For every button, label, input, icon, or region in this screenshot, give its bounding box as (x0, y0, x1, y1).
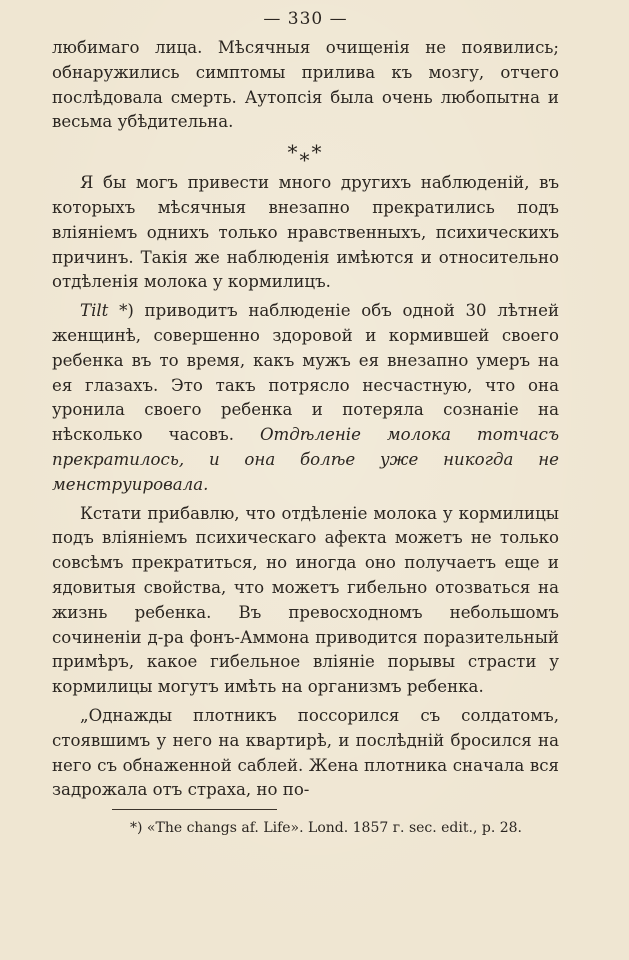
paragraph-milk-secretion: Кстати прибавлю, что отдѣленіе молока у кормилицы подъ вліяніемъ психическаго афекта можетъ не только совсѣмъ прекратиться, но иногда оно получаетъ еще и ядовитыя свойства, что можетъ гибельно отозваться на жизнь ребенка. Въ превосходномъ небольшомъ сочиненіи д-ра фонъ-Аммона приводится поразительный примѣръ, какое гибельное вліяніе порывы страсти у кормилицы могутъ имѣть на организмъ ребенка. (52, 503, 559, 697)
asterisk-middle: * (299, 148, 312, 173)
author-name: Tilt (80, 301, 109, 321)
paragraph-tilt-text: приводитъ наблюденіе объ одной 30 лѣтней женщинѣ, совершенно здоровой и кормившей своего ребенка въ то время, какъ мужъ ея внезапно умеръ на ея глазахъ. Это такъ потрясло несчастную, что она уронила своего ребенка и потеряла сознаніе на нѣсколько часовъ. (52, 301, 559, 445)
section-separator (52, 140, 559, 173)
paragraph-continuation: любимаго лица. Мѣсячныя очищенія не появились; обнаружились симптомы прилива къ мозгу, отчего послѣдовала смерть. Аутопсія была очень любопытна и весьма убѣдительна. (52, 38, 559, 132)
asterisk-right: * (311, 140, 324, 165)
footnote: *) «The changs af. Life». Lond. 1857 г. sec. edit., p. 28. (130, 820, 522, 837)
page-number: — 330 — (263, 9, 348, 29)
asterisk-left: * (287, 140, 300, 165)
footnote-marker: *) (108, 301, 134, 321)
paragraph-carpenter: „Однажды плотникъ поссорился съ солдатомъ, стоявшимъ у него на квартирѣ, и послѣдній бросился на него съ обнаженной саблей. Жена плотника сначала вся задрожала отъ страха, но по- (52, 705, 559, 800)
paragraph-observations: Я бы могъ привести много другихъ наблюденій, въ которыхъ мѣсячныя внезапно прекратились подъ вліяніемъ однихъ только нравственныхъ, психическихъ причинъ. Такія же наблюденія имѣются и относительно отдѣленія молока у кормилицъ. (52, 173, 559, 292)
paragraph-tilt (52, 299, 559, 497)
footnote-divider (112, 809, 277, 810)
paragraph-tilt-italic: Отдѣленіе молока тотчасъ прекратилось, и она болѣе уже никогда не менструировала. (52, 425, 559, 494)
